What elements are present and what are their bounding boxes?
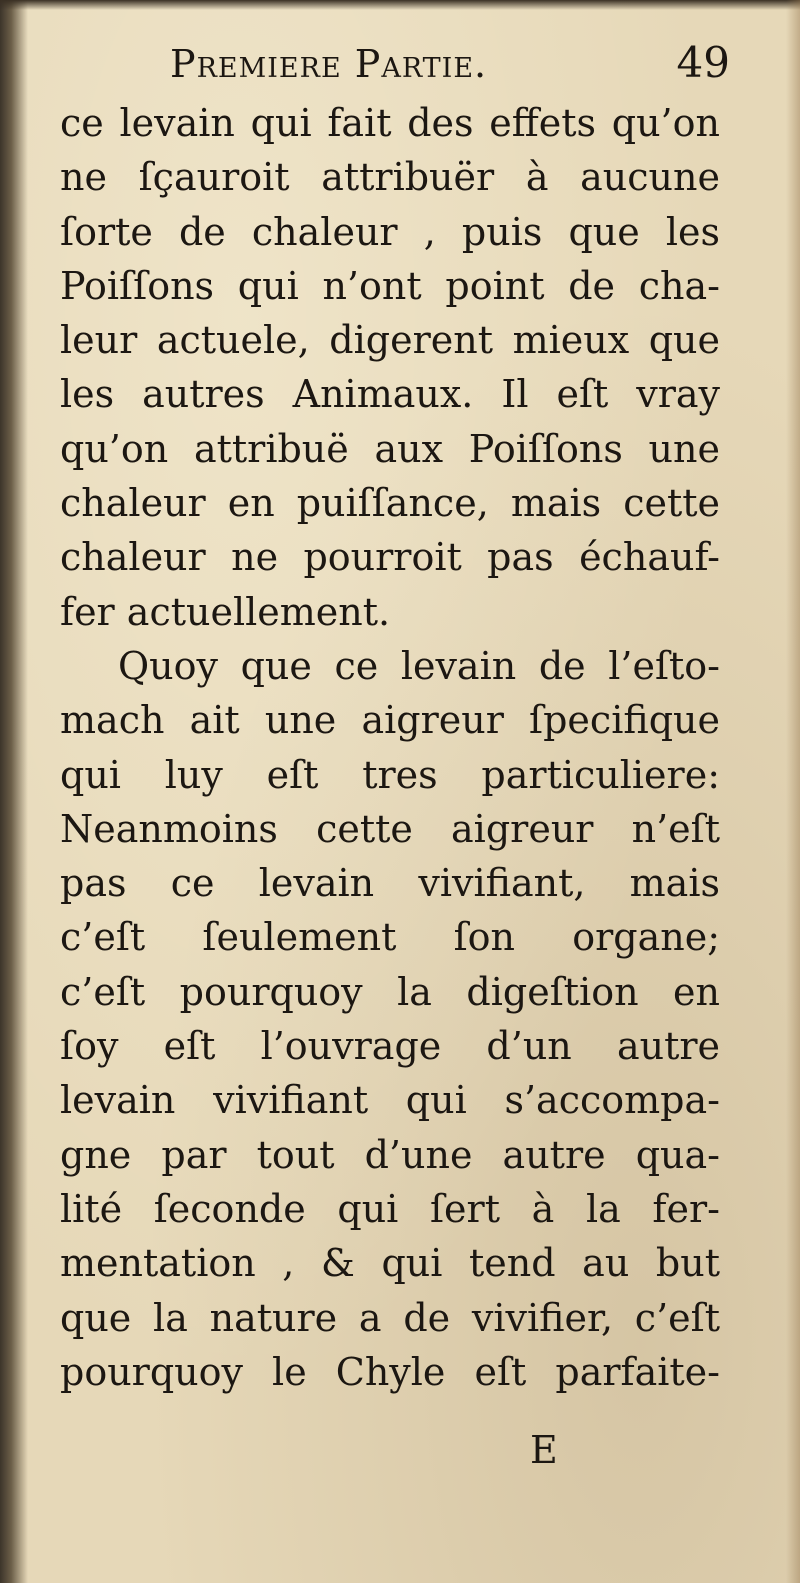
text-line: leur actuele, digerent mieux que — [60, 318, 720, 363]
text-line: lité ſeconde qui ſert à la fer- — [60, 1186, 720, 1231]
text-line: chaleur en puiſſance, mais cette — [60, 481, 720, 526]
page-right-edge — [786, 0, 800, 1583]
text-line: qu’on attribuë aux Poiſſons une — [60, 426, 720, 471]
text-line: les autres Animaux. Il eſt vray — [60, 372, 720, 417]
page-top-edge — [0, 0, 800, 10]
text-line: pourquoy le Chyle eſt parfaite- — [60, 1349, 720, 1394]
book-spine-shadow — [0, 0, 28, 1583]
text-line: gne par tout d’une autre qua- — [60, 1132, 720, 1177]
text-line: fer actuellement. — [60, 589, 391, 634]
text-line: c’eſt pourquoy la digeſtion en — [60, 969, 720, 1014]
signature-mark: E — [530, 1428, 558, 1472]
text-line: mentation , & qui tend au but — [60, 1241, 720, 1286]
page-header — [170, 38, 730, 94]
text-line: mach ait une aigreur ſpecifique — [60, 698, 720, 743]
text-line: ſoy eſt l’ouvrage d’un autre — [60, 1024, 720, 1069]
text-line: pas ce levain vivifiant, mais — [60, 861, 720, 906]
text-line: c’eſt ſeulement ſon organe; — [60, 915, 720, 960]
running-title: Premiere Partie. — [170, 42, 488, 86]
text-line-paragraph-start: Quoy que ce levain de l’eſto- — [118, 643, 720, 688]
body-text — [60, 96, 720, 1399]
page-number: 49 — [676, 38, 730, 87]
text-line: Neanmoins cette aigreur n’eſt — [60, 806, 720, 851]
text-line: ſorte de chaleur , puis que les — [60, 209, 720, 254]
text-line: ne ſçauroit attribuër à aucune — [60, 155, 720, 200]
text-line: chaleur ne pourroit pas échauf- — [60, 535, 720, 580]
text-line: qui luy eſt tres particuliere: — [60, 752, 720, 797]
text-line: que la nature a de vivifier, c’eſt — [60, 1295, 720, 1340]
text-line: Poiſſons qui n’ont point de cha- — [60, 263, 720, 308]
text-line: levain vivifiant qui s’accompa- — [60, 1078, 720, 1123]
text-line: ce levain qui fait des effets qu’on — [60, 101, 720, 145]
